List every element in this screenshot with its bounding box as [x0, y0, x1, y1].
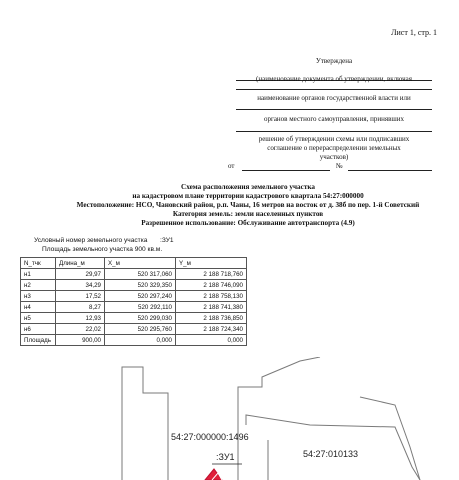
cell-point: Площадь — [21, 335, 56, 346]
cell-y: 0,000 — [176, 335, 247, 346]
approval-line-4: решение об утверждении схемы или подписавших — [258, 135, 410, 143]
approval-blank-line-2 — [236, 89, 432, 90]
table-row — [21, 269, 247, 280]
table-row — [21, 280, 247, 291]
cell-y: 2 188 758,130 — [176, 291, 247, 302]
cell-point: н6 — [21, 324, 56, 335]
cell-point: н1 — [21, 269, 56, 280]
cell-length: 22,02 — [56, 324, 105, 335]
approval-date-line — [242, 170, 330, 171]
cell-x: 520 299,030 — [105, 313, 176, 324]
cell-y: 2 188 724,340 — [176, 324, 247, 335]
approval-line-6: участков) — [319, 153, 349, 161]
table-row — [21, 324, 247, 335]
column-header: Y_м — [176, 258, 247, 269]
parcel-label-010133: 54:27:010133 — [303, 449, 359, 459]
cell-x: 520 317,060 — [105, 269, 176, 280]
cell-y: 2 188 741,380 — [176, 302, 247, 313]
cell-length: 8,27 — [56, 302, 105, 313]
category-line: Категория земель: земли населенных пунктов — [172, 210, 324, 218]
sheet-number: Лист 1, стр. 1 — [391, 28, 437, 37]
cell-x: 520 329,350 — [105, 280, 176, 291]
approval-heading: Утверждена — [315, 57, 353, 65]
approval-number-line — [348, 170, 432, 171]
cell-length: 12,93 — [56, 313, 105, 324]
parcel-label-1496: 54:27:000000:1496 — [171, 432, 249, 442]
column-header: N_тчк — [21, 258, 56, 269]
cell-point: н4 — [21, 302, 56, 313]
table-header-row — [21, 258, 247, 269]
cell-y: 2 188 736,850 — [176, 313, 247, 324]
location-line: Местоположение: НСО, Чановский район, р.п. Чаны, 16 метров на восток от д. 38б по пер. 1-й Советский — [76, 201, 420, 209]
cell-point: н5 — [21, 313, 56, 324]
document-title: Схема расположения земельного участка — [181, 183, 315, 191]
document-subtitle: на кадастровом плане территории кадастрового квартала 54:27:000000 — [132, 192, 364, 200]
cell-length: 34,29 — [56, 280, 105, 291]
approval-line-2: наименование органов государственной власти или — [257, 94, 411, 102]
approval-blank-line-4 — [236, 131, 432, 132]
permitted-use-line: Разрешенное использование: Обслуживание автотранспорта (4.9) — [141, 219, 355, 227]
approval-line-5: соглашение о перераспределении земельных — [267, 144, 401, 152]
cell-x: 520 297,240 — [105, 291, 176, 302]
cell-x: 0,000 — [105, 335, 176, 346]
cadastral-map — [0, 357, 459, 480]
column-header: Длина_м — [56, 258, 105, 269]
cell-length: 900,00 — [56, 335, 105, 346]
table-row — [21, 291, 247, 302]
table-row — [21, 313, 247, 324]
cell-length: 17,52 — [56, 291, 105, 302]
cell-point: н2 — [21, 280, 56, 291]
cell-point: н3 — [21, 291, 56, 302]
approval-line-3: органов местного самоуправления, принявших — [263, 115, 405, 123]
coordinates-table — [20, 257, 247, 346]
parcel-number-label: Условный номер земельного участка — [34, 237, 148, 244]
column-header: X_м — [105, 258, 176, 269]
approval-number-label: № — [336, 162, 343, 170]
approval-line-1: (наименование документа об утверждении, включая — [256, 75, 412, 83]
parcel-area-label: Площадь земельного участка 900 кв.м. — [42, 246, 163, 253]
cell-x: 520 295,760 — [105, 324, 176, 335]
approval-blank-line-3 — [236, 109, 432, 110]
cell-x: 520 292,110 — [105, 302, 176, 313]
table-row-area — [21, 335, 247, 346]
cell-y: 2 188 746,090 — [176, 280, 247, 291]
approval-date-label: от — [228, 162, 235, 170]
table-row — [21, 302, 247, 313]
parcel-label-zu1: :ЗУ1 — [216, 452, 235, 462]
parcel-number-value: :ЗУ1 — [160, 237, 174, 244]
cell-length: 29,97 — [56, 269, 105, 280]
document-header — [40, 183, 456, 228]
cell-y: 2 188 718,760 — [176, 269, 247, 280]
